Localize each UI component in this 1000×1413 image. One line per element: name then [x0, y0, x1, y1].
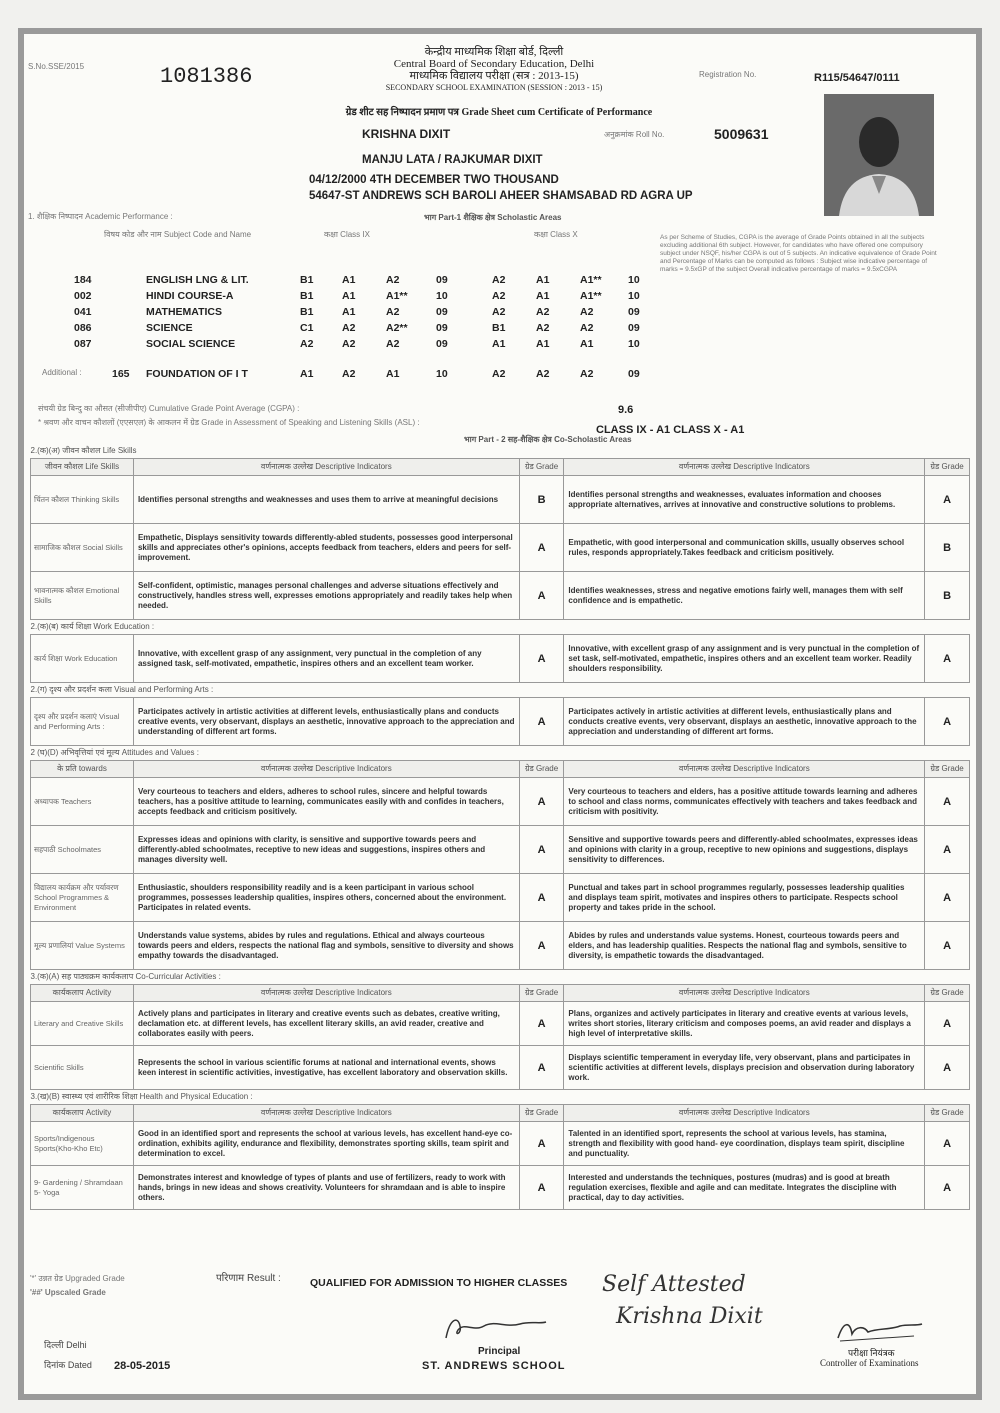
descriptor-skill: मूल्य प्रणालियां Value Systems: [31, 922, 134, 970]
descriptor-class-ix: Innovative, with excellent grasp of any assignment, very punctual in the completion of any assigned task, self-motivated, empathetic, inspires others and an excellent team worker.: [133, 635, 519, 683]
subject-ix-gp: 10: [436, 290, 448, 302]
attitudes-section: [31, 746, 970, 761]
descriptor-class-ix: Understands value systems, abides by rules and regulations. Ethical and always courteous towards peers and elders, respects the national flag and symbols, sensitive to diversity and shows empathy towards the disadvantaged.: [133, 922, 519, 970]
date-label: दिनांक Dated: [44, 1360, 92, 1370]
grade-class-ix: A: [519, 826, 564, 874]
attestation-line-2: Krishna Dixit: [616, 1304, 763, 1329]
exam-name-hindi: माध्यमिक विद्यालय परीक्षा (सत्र : 2013-15): [409, 70, 579, 82]
descriptor-row: [31, 1122, 970, 1166]
descriptor-class-ix: Participates actively in artistic activities at different levels, enthusiastically plans and conducts creative events, very observant, displays an aesthetic, innovative approach to the appreciation and understanding of different art forms.: [133, 698, 519, 746]
additional-ix-sa: A2: [342, 368, 356, 380]
attitudes-section-text: 2 (घ)(D) अभिवृत्तियां एवं मूल्य Attitudes and Values :: [30, 748, 199, 757]
subject-x-sa: A1: [536, 290, 550, 302]
col-class-ix: कक्षा Class IX: [324, 230, 370, 239]
additional-name: FOUNDATION OF I T: [146, 368, 248, 380]
additional-ix-fa: A1: [300, 368, 314, 380]
school-stamp: ST. ANDREWS SCHOOL: [422, 1360, 566, 1372]
descriptor-class-ix: Actively plans and participates in literary and creative events such as debates, creative writing, declamation etc. at different levels, has excellent literary skills, an avid reader, creative and collaborates easily with peers.: [133, 1002, 519, 1046]
descriptor-skill: कार्य शिक्षा Work Education: [31, 635, 134, 683]
subject-row: [72, 320, 680, 336]
col-subject: विषय कोड और नाम Subject Code and Name: [104, 230, 252, 239]
col-descriptive-x: वर्णनात्मक उल्लेख Descriptive Indicators: [564, 985, 925, 1002]
registration-label: Registration No.: [699, 70, 757, 79]
descriptor-row: [31, 778, 970, 826]
descriptor-class-ix: Very courteous to teachers and elders, adheres to school rules, sincere and helpful towards teachers, has a positive attitude to learning, communicates easily with and confides in teachers, accepts feedback and criticism positively.: [133, 778, 519, 826]
descriptor-class-ix: Demonstrates interest and knowledge of types of plants and use of fertilizers, ready to work with hands, brings in new ideas and shows creativity. Volunteers for shramdaan and is able to inspire others.: [133, 1166, 519, 1210]
place-label: दिल्ली Delhi: [44, 1340, 87, 1350]
subject-code: 087: [74, 338, 92, 350]
subject-ix-sa: A2: [342, 338, 356, 350]
subject-x-fa: B1: [492, 322, 506, 334]
subject-ix-gp: 09: [436, 306, 448, 318]
subject-ix-sa: A2: [342, 322, 356, 334]
subject-ix-sa: A1: [342, 306, 356, 318]
descriptor-skill: सहपाठी Schoolmates: [31, 826, 134, 874]
work-education-section-text: 2.(क)(ब) कार्य शिक्षा Work Education :: [30, 622, 155, 631]
additional-code: 165: [112, 368, 130, 380]
result-value: QUALIFIED FOR ADMISSION TO HIGHER CLASSES: [310, 1277, 568, 1289]
col-grade-ix: ग्रेड Grade: [519, 761, 564, 778]
subject-ix-gp: 09: [436, 338, 448, 350]
descriptor-class-x: Empathetic, with good interpersonal and communication skills, usually observes school rules, responds appropriately.Takes feedback and criticism positively.: [564, 524, 925, 572]
grade-class-ix: A: [519, 922, 564, 970]
subject-x-ov: A1**: [580, 290, 602, 302]
subject-row: [72, 272, 680, 288]
descriptor-class-x: Punctual and takes part in school programmes regularly, possesses leadership qualities and displays team spirit, motivates and inspires others to participate. Respects school property and takes pride in the school.: [564, 874, 925, 922]
registration-number: R115/54647/0111: [814, 72, 900, 84]
descriptor-class-ix: Expresses ideas and opinions with clarity, is sensitive and supportive towards peers and differently-abled schoolmates, receptive to new ideas and suggestions, inspires others and manages diversity well.: [133, 826, 519, 874]
additional-ix-gp: 10: [436, 368, 448, 380]
descriptor-row: [31, 874, 970, 922]
descriptor-class-x: Innovative, with excellent grasp of any assignment and is very punctual in the completion of set task, self-motivated, empathetic, inspires others and an excellent team worker. Readily shoulders responsibility.: [564, 635, 925, 683]
grade-class-ix: A: [519, 572, 564, 620]
descriptor-skill: दृश्य और प्रदर्शन कलाएं Visual and Performing Arts :: [31, 698, 134, 746]
subject-x-sa: A2: [536, 306, 550, 318]
descriptor-class-x: Plans, organizes and actively participates in literary and creative events at various levels, writes short stories, literary criticism and composes poems, an avid reader and displays a high level of interpretative skills.: [564, 1002, 925, 1046]
descriptor-class-ix: Represents the school in various scientific forums at national and international events, shows keen interest in scientific activities, investigative, has excellent laboratory and observation skills.: [133, 1046, 519, 1090]
subject-x-ov: A2: [580, 306, 594, 318]
subject-x-sa: A2: [536, 322, 550, 334]
roll-label: अनुक्रमांक Roll No.: [604, 130, 665, 139]
grade-class-ix: A: [519, 524, 564, 572]
descriptor-class-x: Very courteous to teachers and elders, has a positive attitude towards learning and adheres to school and class norms, communicates effectively with teachers and takes feedback and criticism with positivity.: [564, 778, 925, 826]
additional-x-ov: A2: [580, 368, 594, 380]
grade-class-x: B: [925, 524, 970, 572]
result-label: परिणाम Result :: [216, 1273, 281, 1284]
col-descriptive-ix: वर्णनात्मक उल्लेख Descriptive Indicators: [133, 1105, 519, 1122]
subject-x-gp: 10: [628, 290, 640, 302]
cgpa-value: 9.6: [618, 404, 634, 416]
grade-sheet: [18, 28, 982, 1400]
grade-class-x: A: [925, 698, 970, 746]
descriptor-class-ix: Identifies personal strengths and weaknesses and uses them to arrive at meaningful decisions: [133, 476, 519, 524]
descriptor-skill: 9- Gardening / Shramdaan 5- Yoga: [31, 1166, 134, 1210]
grade-class-x: A: [925, 635, 970, 683]
grade-class-x: A: [925, 1046, 970, 1090]
subject-name: SOCIAL SCIENCE: [146, 338, 236, 350]
grid-header-row: [31, 761, 970, 778]
part1-label: भाग Part-1 शैक्षिक क्षेत्र Scholastic Areas: [424, 213, 562, 222]
subject-ix-ov: A2**: [386, 322, 408, 334]
subject-x-fa: A1: [492, 338, 506, 350]
issue-date: 28-05-2015: [114, 1360, 171, 1372]
additional-subject-row: [72, 366, 680, 382]
grade-class-x: A: [925, 874, 970, 922]
board-name: Central Board of Secondary Education, Delhi: [393, 58, 595, 70]
co-curricular-section: [31, 970, 970, 985]
descriptor-class-x: Sensitive and supportive towards peers and differently-abled schoolmates, expresses ideas and opinions with clarity in a group, receptive to new opinions and suggestions, displays sensitivity to differences.: [564, 826, 925, 874]
school-name: 54647-ST ANDREWS SCH BAROLI AHEER SHAMSABAD RD AGRA UP: [309, 190, 693, 202]
subject-ix-fa: B1: [300, 306, 314, 318]
roll-number: 5009631: [714, 126, 769, 142]
grade-class-ix: A: [519, 874, 564, 922]
descriptor-class-x: Talented in an identified sport, represents the school at various levels, has stamina, strength and flexibility with good hand- eye coordination, displays team spirit, discipline and punctuality.: [564, 1122, 925, 1166]
descriptor-skill: चिंतन कौशल Thinking Skills: [31, 476, 134, 524]
subject-name: ENGLISH LNG & LIT.: [146, 274, 249, 286]
subject-ix-fa: C1: [300, 322, 314, 334]
grade-class-x: A: [925, 778, 970, 826]
descriptor-row: [31, 1046, 970, 1090]
subject-x-fa: A2: [492, 290, 506, 302]
academic-section-label: 1. शैक्षिक निष्पादन Academic Performance :: [28, 212, 173, 221]
grade-class-ix: A: [519, 1122, 564, 1166]
grade-class-ix: A: [519, 1166, 564, 1210]
asl-label: * श्रवण और वाचन कौशलों (एएसएल) के आकलन में ग्रेड Grade in Assessment of Speaking and Listening Skills (ASL) :: [38, 418, 420, 427]
grade-class-ix: A: [519, 778, 564, 826]
col-first: कार्यकलाप Activity: [31, 985, 134, 1002]
col-grade-ix: ग्रेड Grade: [519, 1105, 564, 1122]
subject-x-ov: A1: [580, 338, 594, 350]
descriptor-row: [31, 1002, 970, 1046]
subject-row: [72, 304, 680, 320]
col-grade-x: ग्रेड Grade: [925, 1105, 970, 1122]
additional-label: Additional :: [42, 368, 82, 377]
descriptor-row: [31, 698, 970, 746]
grade-class-x: A: [925, 1122, 970, 1166]
additional-x-gp: 09: [628, 368, 640, 380]
descriptor-class-x: Identifies weaknesses, stress and negative emotions fairly well, manages them with self confidence and is empathetic.: [564, 572, 925, 620]
grade-class-x: A: [925, 826, 970, 874]
col-descriptive-x: वर्णनात्मक उल्लेख Descriptive Indicators: [564, 1105, 925, 1122]
descriptor-skill: Literary and Creative Skills: [31, 1002, 134, 1046]
grade-class-ix: A: [519, 698, 564, 746]
grid-header-row: [31, 985, 970, 1002]
descriptor-row: [31, 635, 970, 683]
subject-ix-gp: 09: [436, 322, 448, 334]
co-scholastic-table: [30, 444, 970, 1210]
subject-x-gp: 09: [628, 306, 640, 318]
col-first: जीवन कौशल Life Skills: [31, 459, 134, 476]
subject-x-ov: A2: [580, 322, 594, 334]
subject-code: 184: [74, 274, 92, 286]
descriptor-class-x: Displays scientific temperament in everyday life, very observant, plans and participates in scientific activities at different levels, displays precision and observation during laboratory work.: [564, 1046, 925, 1090]
controller-signature-icon: [834, 1316, 924, 1344]
subject-ix-fa: B1: [300, 290, 314, 302]
parent-names: MANJU LATA / RAJKUMAR DIXIT: [362, 154, 543, 166]
col-descriptive-x: वर्णनात्मक उल्लेख Descriptive Indicators: [564, 761, 925, 778]
exam-name: SECONDARY SCHOOL EXAMINATION (SESSION : 2013 - 15): [385, 83, 603, 92]
descriptor-skill: अध्यापक Teachers: [31, 778, 134, 826]
subject-x-sa: A1: [536, 274, 550, 286]
principal-label: Principal: [478, 1346, 521, 1357]
descriptor-row: [31, 826, 970, 874]
subject-x-ov: A1**: [580, 274, 602, 286]
additional-ix-ov: A1: [386, 368, 400, 380]
subject-name: SCIENCE: [146, 322, 193, 334]
descriptor-class-ix: Empathetic, Displays sensitivity towards differently-abled students, possesses good interpersonal skills and appreciates other's opinions, accepts feedback from teachers, elders and peers for self-improvement.: [133, 524, 519, 572]
descriptor-row: [31, 1166, 970, 1210]
serial-number: 1081386: [160, 64, 253, 89]
subject-row: [72, 336, 680, 352]
subject-ix-ov: A2: [386, 338, 400, 350]
subject-marks-table: [72, 272, 680, 382]
subject-code: 086: [74, 322, 92, 334]
scholastic-notes: As per Scheme of Studies, CGPA is the average of Grade Points obtained in all the subjects excluding additional 6th subject. However, for candidates who have offered one compulsory subject under NSQF, his/her CGPA is out of 5 subjects. An indicative equivalence of Grade Point and Percentage of Marks can be computed as follows : Subject wise indicative percentage of marks = 9.5xGP of the subject Overall indicative percentage of marks = 9.5xCGPA: [660, 234, 937, 273]
subject-x-gp: 09: [628, 322, 640, 334]
grade-class-x: A: [925, 476, 970, 524]
subject-code: 002: [74, 290, 92, 302]
life-skills-section: [31, 444, 970, 459]
descriptor-class-x: Participates actively in artistic activities at different levels, enthusiastically plans and conducts creative events, very observant, displays an aesthetic, innovative approach to the appreciation and understanding of different art forms.: [564, 698, 925, 746]
controller-label: Controller of Examinations: [820, 1358, 919, 1368]
grade-class-ix: B: [519, 476, 564, 524]
col-grade-x: ग्रेड Grade: [925, 459, 970, 476]
subject-x-gp: 10: [628, 274, 640, 286]
additional-x-fa: A2: [492, 368, 506, 380]
grid-header-row: [31, 1105, 970, 1122]
descriptor-class-x: Interested and understands the techniques, postures (mudras) and is good at breath regulation exercises, flexible and agile and can meditate. Integrates the discipline with practical, day to day activities.: [564, 1166, 925, 1210]
grade-class-ix: A: [519, 1002, 564, 1046]
subject-ix-ov: A2: [386, 306, 400, 318]
subject-name: MATHEMATICS: [146, 306, 223, 318]
descriptor-class-ix: Enthusiastic, shoulders responsibility readily and is a keen participant in various school programmes, possesses leadership qualities, inspires others, concerned about the environment. Participates in related events.: [133, 874, 519, 922]
descriptor-row: [31, 922, 970, 970]
descriptor-skill: विद्यालय कार्यक्रम और पर्यावरण School Programmes & Environment: [31, 874, 134, 922]
spacer-row: [72, 352, 680, 366]
board-header: [324, 46, 664, 94]
student-name: KRISHNA DIXIT: [362, 127, 451, 141]
col-class-x: कक्षा Class X: [534, 230, 578, 239]
date-of-birth: 04/12/2000 4TH DECEMBER TWO THOUSAND: [309, 174, 559, 186]
upscaled-note: '##' Upscaled Grade: [30, 1288, 106, 1297]
descriptor-skill: Sports/Indigenous Sports(Kho-Kho Etc): [31, 1122, 134, 1166]
cgpa-label: संचयी ग्रेड बिन्दु का औसत (सीजीपीए) Cumulative Grade Point Average (CGPA) :: [38, 404, 300, 413]
sheet-title: ग्रेड शीट सह निष्पादन प्रमाण पत्र Grade Sheet cum Certificate of Performance: [345, 107, 653, 118]
grade-class-ix: A: [519, 1046, 564, 1090]
subject-x-gp: 10: [628, 338, 640, 350]
subject-ix-sa: A1: [342, 274, 356, 286]
principal-signature-icon: [440, 1312, 550, 1344]
life-skills-section-text: 2.(क)(अ) जीवन कौशल Life Skills: [30, 446, 137, 455]
col-descriptive-ix: वर्णनात्मक उल्लेख Descriptive Indicators: [133, 761, 519, 778]
descriptor-row: [31, 572, 970, 620]
grade-class-x: A: [925, 922, 970, 970]
visual-arts-section-text: 2.(ग) दृश्य और प्रदर्शन कला Visual and Performing Arts :: [30, 685, 214, 694]
descriptor-class-ix: Self-confident, optimistic, manages personal challenges and adverse situations effectively and constructively, handles stress well, expresses emotions appropriately and readily takes help when needed.: [133, 572, 519, 620]
controller-hindi: परीक्षा नियंत्रक: [848, 1348, 895, 1358]
grid-header-row: [31, 459, 970, 476]
col-first: के प्रति towards: [31, 761, 134, 778]
grade-class-x: A: [925, 1166, 970, 1210]
visual-arts-section: [31, 683, 970, 698]
subject-name: HINDI COURSE-A: [146, 290, 234, 302]
co-curricular-section-text: 3.(क)(A) सह पाठ्यक्रम कार्यकलाप Co-Curricular Activities :: [30, 972, 221, 981]
grade-class-x: A: [925, 1002, 970, 1046]
descriptor-skill: Scientific Skills: [31, 1046, 134, 1090]
descriptor-class-ix: Good in an identified sport and represents the school at various levels, has excellent hand-eye co-ordination, exhibits agility, endurance and flexibility, demonstrates sporting skills, team spirit and determination to excel.: [133, 1122, 519, 1166]
descriptor-row: [31, 524, 970, 572]
subject-code: 041: [74, 306, 92, 318]
subject-ix-gp: 09: [436, 274, 448, 286]
person-silhouette-icon: [824, 94, 934, 216]
subject-ix-fa: A2: [300, 338, 314, 350]
col-grade-x: ग्रेड Grade: [925, 985, 970, 1002]
serial-label: S.No.SSE/2015: [28, 62, 85, 71]
descriptor-skill: भावनात्मक कौशल Emotional Skills: [31, 572, 134, 620]
descriptor-row: [31, 476, 970, 524]
subject-x-fa: A2: [492, 306, 506, 318]
subject-ix-ov: A2: [386, 274, 400, 286]
additional-x-sa: A2: [536, 368, 550, 380]
grade-class-x: B: [925, 572, 970, 620]
subject-ix-sa: A1: [342, 290, 356, 302]
upgraded-note: '*' उन्नत ग्रेड Upgraded Grade: [30, 1274, 125, 1283]
col-grade-x: ग्रेड Grade: [925, 761, 970, 778]
grade-class-ix: A: [519, 635, 564, 683]
col-grade-ix: ग्रेड Grade: [519, 459, 564, 476]
subject-row: [72, 288, 680, 304]
col-descriptive-ix: वर्णनात्मक उल्लेख Descriptive Indicators: [133, 985, 519, 1002]
col-descriptive-ix: वर्णनात्मक उल्लेख Descriptive Indicators: [133, 459, 519, 476]
subject-ix-ov: A1**: [386, 290, 408, 302]
descriptor-class-x: Identifies personal strengths and weaknesses, evaluates information and chooses appropriate alternatives, arrives at innovative and constructive solutions to problems.: [564, 476, 925, 524]
board-name-hindi: केन्द्रीय माध्यमिक शिक्षा बोर्ड, दिल्ली: [424, 46, 564, 58]
health-section: [31, 1090, 970, 1105]
col-descriptive-x: वर्णनात्मक उल्लेख Descriptive Indicators: [564, 459, 925, 476]
subject-x-sa: A1: [536, 338, 550, 350]
health-section-text: 3.(ख)(B) स्वास्थ्य एवं शारीरिक शिक्षा Health and Physical Education :: [30, 1092, 253, 1101]
descriptor-skill: सामाजिक कौशल Social Skills: [31, 524, 134, 572]
subject-x-fa: A2: [492, 274, 506, 286]
col-first: कार्यकलाप Activity: [31, 1105, 134, 1122]
subject-ix-fa: B1: [300, 274, 314, 286]
student-photo: [824, 94, 934, 216]
col-grade-ix: ग्रेड Grade: [519, 985, 564, 1002]
work-education-section: [31, 620, 970, 635]
descriptor-class-x: Abides by rules and understands value systems. Honest, courteous towards peers and elders, and has leadership qualities. Respects the national flag and symbols, sensitive to diversity, is empathetic towards the disadvantaged.: [564, 922, 925, 970]
attestation-line-1: Self Attested: [602, 1272, 746, 1297]
part2-label: भाग Part - 2 सह-शैक्षिक क्षेत्र Co-Scholastic Areas: [464, 435, 632, 444]
asl-value: CLASS IX - A1 CLASS X - A1: [596, 424, 745, 436]
